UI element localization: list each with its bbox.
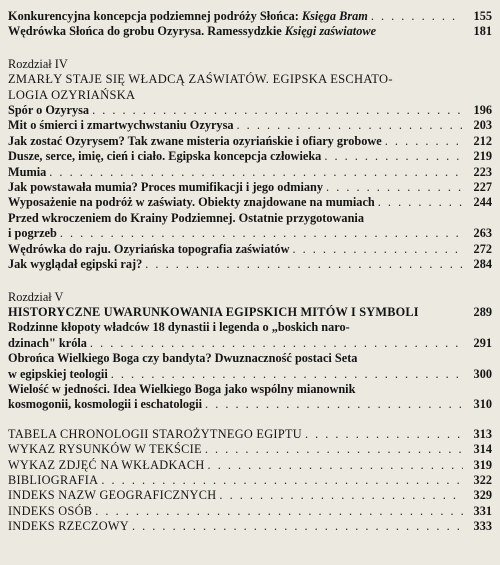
toc-entry-appendix: INDEKS OSÓB . . . 331 bbox=[8, 504, 492, 519]
toc-entry-appendix: BIBLIOGRAFIA . . . 322 bbox=[8, 473, 492, 488]
toc-entry-line: Obrońca Wielkiego Boga czy bandyta? Dwuznaczność postaci Seta bbox=[8, 351, 358, 366]
chapter-title: HISTORYCZNE UWARUNKOWANIA EGIPSKICH MITÓW I SYMBOLI 289 bbox=[8, 304, 492, 319]
toc-entry: Wędrówka Słońca do grobu Ozyrysa. Ramessydzkie Księgi zaświatowe 181 bbox=[8, 24, 492, 39]
toc-entry: Wędrówka do raju. Ozyriańska topografia zaświatów . . . 272 bbox=[8, 242, 492, 257]
toc-entry: Wyposażenie na podróż w zaświaty. Obiekty znajdowane na mumiach . . . 244 bbox=[8, 195, 492, 210]
toc-entry: kosmogonii, kosmologii i eschatologii . . . 310 bbox=[8, 397, 492, 412]
toc-entry: w egipskiej teologii . . . 300 bbox=[8, 367, 492, 382]
toc-entry-appendix: INDEKS NAZW GEOGRAFICZNYCH . . . 329 bbox=[8, 488, 492, 503]
toc-entry-appendix: WYKAZ RYSUNKÓW W TEKŚCIE . . . 314 bbox=[8, 442, 492, 457]
toc-entry: Jak zostać Ozyrysem? Tak zwane misteria ozyriańskie i ofiary grobowe . . . 212 bbox=[8, 134, 492, 149]
toc-entry: Jak powstawała mumia? Proces mumifikacji i jego odmiany . . . 227 bbox=[8, 180, 492, 195]
toc-entry-line: Przed wkroczeniem do Krainy Podziemnej. Ostatnie przygotowania bbox=[8, 210, 364, 225]
chapter-label: Rozdział IV bbox=[8, 56, 68, 71]
toc-entry: Konkurencyjna koncepcja podziemnej podróży Słońca: Księga Bram . . . 155 bbox=[8, 9, 492, 24]
table-of-contents bbox=[8, 9, 492, 535]
toc-entry: Mit o śmierci i zmartwychwstaniu Ozyrysa . . . 203 bbox=[8, 118, 492, 133]
chapter-label: Rozdział V bbox=[8, 289, 64, 304]
leader-dots bbox=[371, 9, 463, 24]
toc-entry: i pogrzeb . . . 263 bbox=[8, 226, 492, 241]
toc-entry: Jak wyglądał egipski raj? . . . 284 bbox=[8, 257, 492, 272]
toc-entry: Spór o Ozyrysa . . . 196 bbox=[8, 103, 492, 118]
toc-entry-appendix: INDEKS RZECZOWY . . . 333 bbox=[8, 519, 492, 534]
toc-entry: Dusze, serce, imię, cień i ciało. Egipska koncepcja człowieka . . . 219 bbox=[8, 149, 492, 164]
chapter-title-cont: LOGIA OZYRIAŃSKA bbox=[8, 87, 136, 102]
chapter-title: ZMARŁY STAJE SIĘ WŁADCĄ ZAŚWIATÓW. EGIPSKA ESCHATO- bbox=[8, 72, 393, 87]
toc-entry-line: Wielość w jedności. Idea Wielkiego Boga jako wspólny mianownik bbox=[8, 381, 356, 396]
toc-entry: Mumia . . . 223 bbox=[8, 165, 492, 180]
toc-entry-appendix: WYKAZ ZDJĘĆ NA WKŁADKACH . . . 319 bbox=[8, 458, 492, 473]
toc-entry: dzinach" króla . . . 291 bbox=[8, 336, 492, 351]
page-number: 155 bbox=[473, 9, 492, 23]
toc-entry-appendix: TABELA CHRONOLOGII STAROŻYTNEGO EGIPTU . . . 313 bbox=[8, 427, 492, 442]
toc-entry-line: Rodzinne kłopoty władców 18 dynastii i legenda o „boskich naro- bbox=[8, 320, 350, 335]
page-number: 181 bbox=[473, 24, 492, 39]
